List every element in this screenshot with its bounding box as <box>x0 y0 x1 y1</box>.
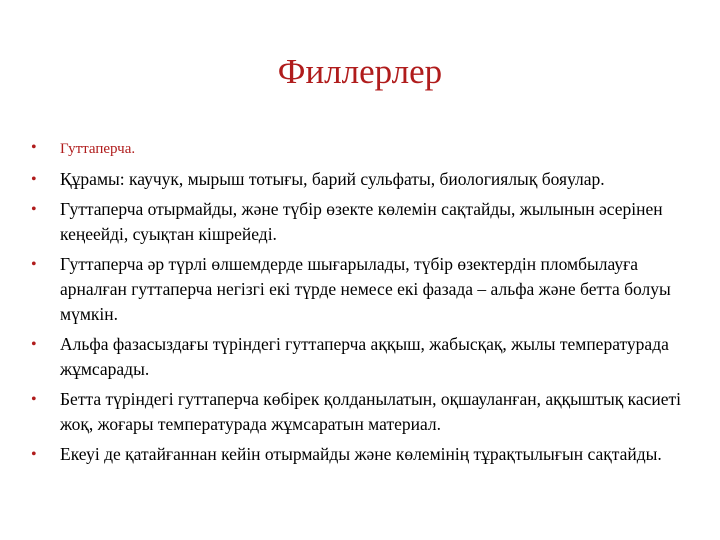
list-item <box>30 135 690 162</box>
list-item <box>30 332 690 382</box>
list-item <box>30 197 690 247</box>
bullet-icon: • <box>31 256 37 273</box>
bullet-text: Гуттаперча отырмайды, және түбір өзекте көлемін сақтайды, жылынын әсерінен кеңеейді, суықтан кішрейеді. <box>60 199 663 244</box>
bullet-icon: • <box>31 336 37 353</box>
bullet-text: Құрамы: каучук, мырыш тотығы, барий сульфаты, биологиялық бояулар. <box>60 169 605 189</box>
bullet-icon: • <box>31 391 37 408</box>
list-item <box>30 167 690 192</box>
slide-title: Филлерлер <box>277 52 443 91</box>
bullet-icon: • <box>31 139 37 156</box>
bullet-list <box>30 135 690 472</box>
bullet-icon: • <box>31 446 37 463</box>
list-item <box>30 252 690 327</box>
bullet-text: Гуттаперча. <box>60 141 136 157</box>
bullet-icon: • <box>31 201 37 218</box>
bullet-text: Гуттаперча әр түрлі өлшемдерде шығарылады, түбір өзектердін пломбылауға арналған гуттаперча негізгі екі түрде немесе екі фазада – альфа және бетта болуы мүмкін. <box>60 254 671 324</box>
bullet-text: Альфа фазасыздағы түріндегі гуттаперча аққыш, жабысқақ, жылы температурада жұмсарады. <box>60 334 669 379</box>
list-item <box>30 442 690 467</box>
bullet-icon: • <box>31 171 37 188</box>
bullet-text: Екеуі де қатайғаннан кейін отырмайды және көлемінің тұрақтылығын сақтайды. <box>60 444 662 464</box>
list-item <box>30 387 690 437</box>
bullet-text: Бетта түріндегі гуттаперча көбірек қолданылатын, оқшауланған, аққыштық касиеті жоқ, жоғары температурада жұмсаратын материал. <box>60 389 682 434</box>
